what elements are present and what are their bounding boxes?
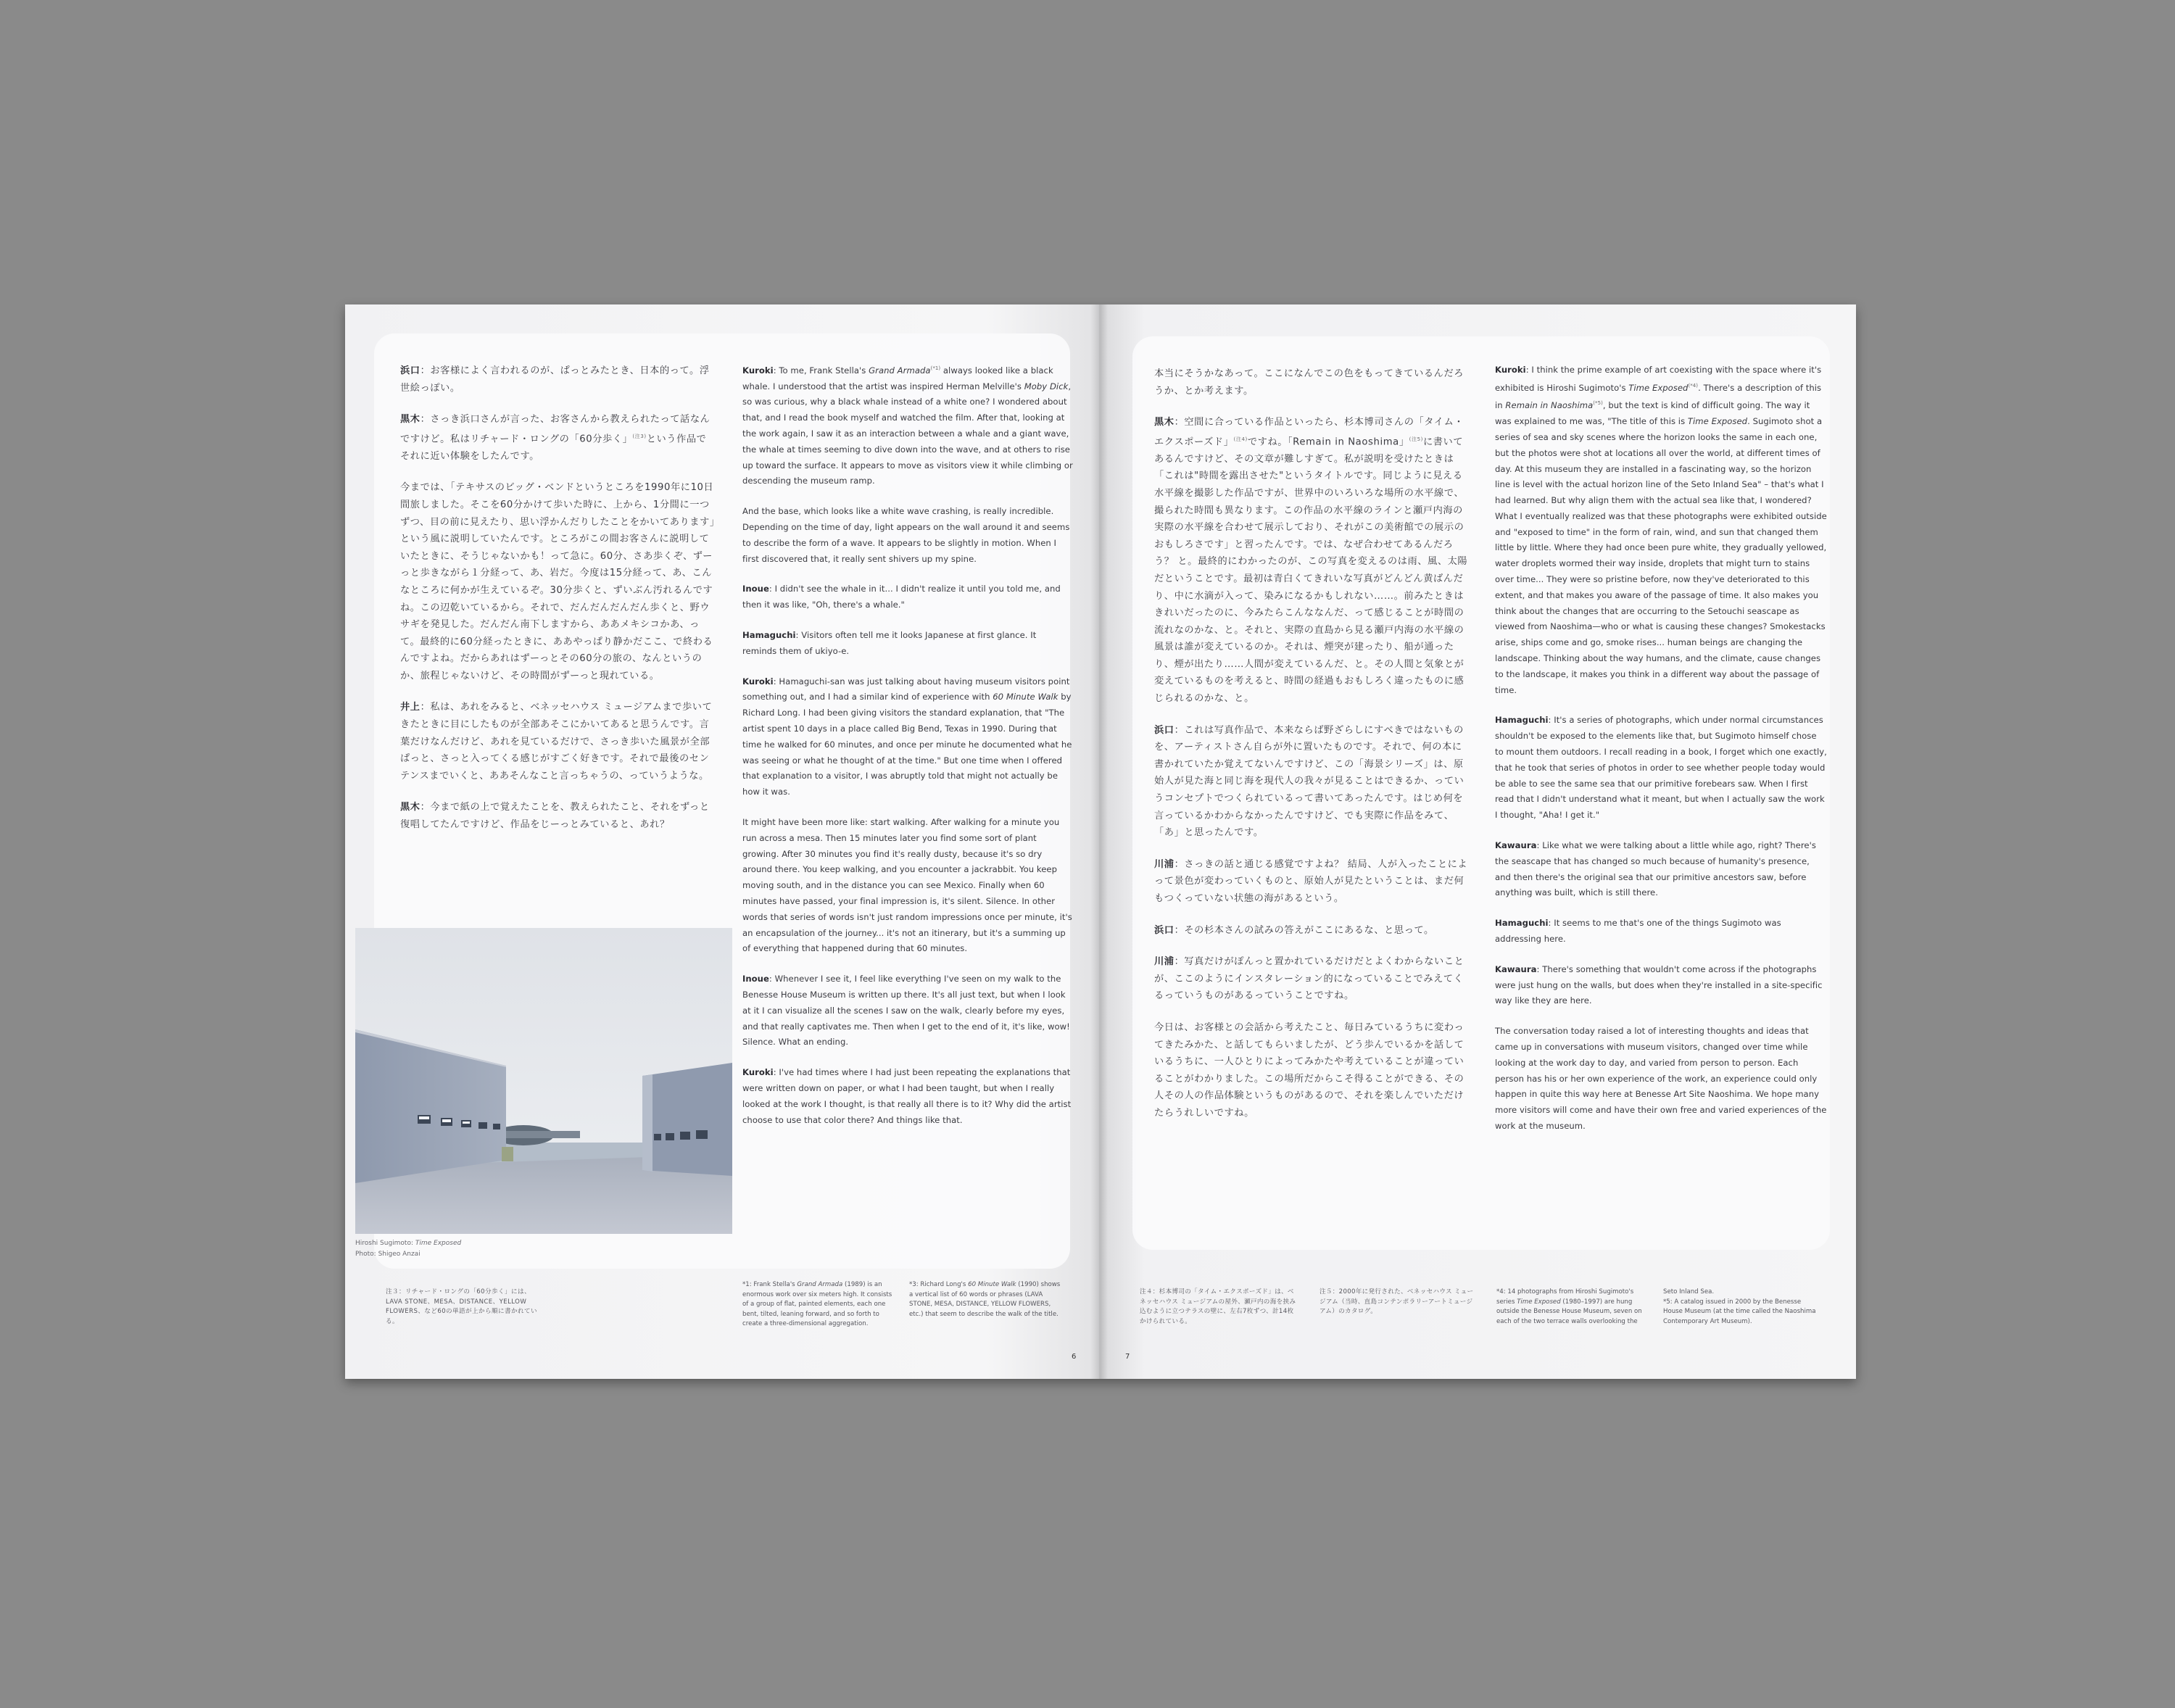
left-english-column — [742, 361, 1073, 1143]
photo-caption: Hiroshi Sugimoto: Time Exposed Photo: Shigeo Anzai — [355, 1240, 462, 1258]
spine-gutter — [1090, 304, 1108, 1379]
footnote-jp-4: 注４：杉本博司の「タイム・エクスポーズド」は、ベネッセハウス ミュージアムの屋外、瀬戸内の海を挟み込むように立つテラスの壁に、左右7枚ずつ、計14枚かけられている。 — [1140, 1288, 1296, 1325]
time-exposed-image — [355, 928, 732, 1234]
speaker-name: 浜口 — [1154, 924, 1174, 936]
en-paragraph: And the base, which looks like a white wave crashing, is really incredible. Depending on the time of day, light appears on the wall around it and seems to describe the form of a wave. It appears to be slightly in motion. When I first discovered that, it really sent shivers up my spine. — [742, 506, 1070, 564]
speaker-name: 黒木 — [1154, 417, 1174, 428]
jp-paragraph: 浜口：その杉本さんの試みの答えがここにあるな、と思って。 — [1154, 924, 1434, 936]
en-paragraph: Hamaguchi: It seems to me that's one of the things Sugimoto was addressing here. — [1495, 918, 1781, 945]
jp-paragraph: 浜口：お客様によく言われるのが、ぱっとみたとき、日本的って。浮世絵っぽい。 — [400, 365, 710, 394]
speaker-name: 浜口 — [400, 365, 420, 376]
en-paragraph: Hamaguchi: It's a series of photographs, which under normal circumstances shouldn't be exposed to the elements like that, but Sugimoto himself chose to mount them outdoors. I recall reading in a book, I forget which one exactly, that he took that series of photos in order to see whether people today would be able to see the same sea that our primitive forebears saw. When I first read that I didn't understand what it meant, but when I actually saw the work I thought, "Aha! I get it." — [1495, 715, 1827, 821]
jp-paragraph: 井上：私は、あれをみると、ベネッセハウス ミュージアムまで歩いてきたときに目にしたものが全部あそこにかいてあると思うんです。言葉だけなんだけど、あれを見ているだけで、さっき歩いた風景が全部ぱっと、さっと入ってくる感じがすごく好きです。それで最後のセンテンスまでいくと、ああそんなこと言っちゃうの、っていうような。 — [400, 702, 713, 782]
footnote-en-1: *1: Frank Stella's Grand Armada (1989) is an enormous work over six meters high. It consists of a group of flat, painted elements, each one bent, tilted, leaning forward, and so forth to create a three-dimensional aggregation. — [742, 1281, 892, 1327]
jp-paragraph: 本当にそうかなあって。ここになんでこの色をもってきているんだろうか、とか考えます。 — [1154, 368, 1464, 397]
jp-paragraph: 黒木：さっき浜口さんが言った、お客さんから教えられたって話なんですけど。私はリチャード・ロングの「60分歩く」$^{(注3)}$という作品でそれに近い体験をしたんです。 — [400, 414, 710, 462]
speaker-name: 川浦 — [1154, 956, 1174, 968]
speaker-name: Kuroki — [742, 365, 774, 376]
magazine-spread — [345, 304, 1856, 1379]
footnote-en-5: Seto Inland Sea. *5: A catalog issued in 2000 by the Benesse House Museum (at the time called the Naoshima Contemporary Art Museum). — [1663, 1288, 1816, 1325]
speaker-name: Kawaura — [1495, 840, 1537, 851]
left-japanese-column — [400, 362, 716, 848]
jp-paragraph: 今日は、お客様との会話から考えたこと、毎日みているうちに変わってきたみかた、と話してもらいましたが、どう歩んでいるかを話しているうちに、一人ひとりによってみかたや考えていることが違っていることがわかりました。この場所だからこそ得ることができる、その人その人の作品体験というものがあるので、それを楽しんでいただけたらうれしいですね。 — [1154, 1021, 1464, 1119]
speaker-name: Kuroki — [1495, 365, 1526, 375]
speaker-name: 黒木 — [400, 802, 420, 813]
jp-paragraph: 黒木：今まで紙の上で覚えたことを、教えられたこと、それをずっと復唱してたんですけど、作品をじーっとみていると、あれ？ — [400, 802, 710, 831]
right-english-column — [1495, 362, 1827, 1149]
en-paragraph: Kuroki: To me, Frank Stella's Grand Armada$^{(*1)}$ always looked like a black whale. I understood that the artist was inspired Herman Melville's Moby Dick, so was curious, why a black whale instead of a white one? I wondered about that, and I read the book myself and watched the film. After that, looking at the work again, I saw it as an interaction between a whale and a giant wave, the whale at times seeming to dive down into the wave, and at others to rise up toward the surface. It appears to move as visitors view it while climbing or descending the museum ramp. — [742, 365, 1073, 486]
speaker-name: 浜口 — [1154, 724, 1174, 736]
speaker-name: Kawaura — [1495, 963, 1537, 974]
jp-paragraph: 今までは、「テキサスのビッグ・ベンドというところを1990年に10日間旅しました。そこを60分かけて歩いた時に、上から、1分間に一つずつ、目の前に見えたり、思い浮かんだりしたことをかいてあります」という風に説明していたんです。ところがこの間お客さんに説明していたときに、そうじゃないかも！って急に。60分、さあ歩くぞ、ずーっと歩きながら１分経って、あ、岩だ。今度は15分経って、あ、こんなところに何かが生えているぞ。30分歩くと、ずいぶん汚れるんですね。この辺乾いているから。それで、だんだんだんだん歩くと、野ウサギを発見した。だんだん南下しますから、ああメキシコかあ、って。最終的に60分経ったときに、ああやっぱり静かだここ、で終わるんですよね。だからあれはずーっとその60分の旅の、なんというのか、旅程じゃないけど、その時間がずーっと現れている。 — [400, 482, 716, 681]
footnote-en-4: *4: 14 photographs from Hiroshi Sugimoto's series Time Exposed (1980–1997) are hung outside the Benesse House Museum, seven on each of the two terrace walls overlooking the — [1496, 1288, 1642, 1325]
page-number-left: 6 — [1072, 1353, 1077, 1361]
speaker-name: 井上 — [400, 702, 420, 713]
en-paragraph: Kuroki: Hamaguchi-san was just talking about having museum visitors point something out, and I had a similar kind of experience with 60 Minute Walk by Richard Long. I had been giving visitors the standard explanation, that "The artist spent 10 days in a place called Big Bend, Texas in 1990. During that time he walked for 60 minutes, and once per minute he documented what he was seeing or what he thought of at the time." But one time when I offered that explanation to a visitor, I was abruptly told that might not actually be how it was. — [742, 676, 1072, 797]
page-number-right: 7 — [1125, 1353, 1130, 1361]
en-paragraph: Inoue: Whenever I see it, I feel like everything I've seen on my walk to the Benesse House Museum is written up there. It's all just text, but when I look at it I can visualize all the scenes I saw on the walk, clearly before my eyes, and that really captivates me. Then when I get to the end of it, it's like, wow! Silence. What an ending. — [742, 974, 1070, 1048]
speaker-name: 黒木 — [400, 414, 420, 426]
right-japanese-column — [1154, 365, 1470, 1137]
jp-paragraph: 浜口：これは写真作品で、本来ならば野ざらしにすべきではないものを、アーティストさん自らが外に置いたものです。それで、何の本に書かれていたか覚えてないんですけど、この「海景シリーズ」は、原始人が見た海と同じ海を現代人の我々が見ることはできるか、っていうコンセプトでつくられているって書いてあったんです。はじめ何を言っているかわからなかったんですけど、でも実際に作品をみて、「あ」と思ったんです。 — [1154, 724, 1464, 839]
jp-paragraph: 川浦：さっきの話と通じる感覚ですよね？ 結局、人が入ったことによって景色が変わっていくものと、原始人が見たということは、まだ何もつくっていない状態の海があるという。 — [1154, 858, 1468, 905]
speaker-name: Hamaguchi — [1495, 918, 1549, 929]
footnote-jp-5: 注５：2000年に発行された、ベネッセハウス ミュージアム（当時、直島コンテンポラリーアートミュージアム）のカタログ。 — [1320, 1288, 1474, 1315]
speaker-name: 川浦 — [1154, 858, 1174, 870]
left-page — [345, 304, 1099, 1379]
speaker-name: Hamaguchi — [742, 630, 796, 641]
footnote-en-3: *3: Richard Long's 60 Minute Walk (1990) shows a vertical list of 60 words or phrases (LAVA STONE, MESA, DISTANCE, YELLOW FLOWERS, etc.) that seem to describe the walk of the title. — [909, 1281, 1061, 1318]
footnote-jp-3: 注３：リチャード・ロングの「60分歩く」には、LAVA STONE、MESA、DISTANCE、YELLOW FLOWERS、など60の単語が上から順に書かれている。 — [386, 1288, 537, 1325]
en-paragraph: Kawaura: There's something that wouldn't come across if the photographs were just hung on the walls, but does when they're installed in a site-specific way like they are here. — [1495, 963, 1823, 1006]
speaker-name: Hamaguchi — [1495, 715, 1549, 726]
en-paragraph: Kuroki: I've had times where I had just been repeating the explanations that were written down on paper, or what I had been taught, but when I really looked at the work I thought, is that really all there is to it? Why did the artist choose to use that color there? And things like that. — [742, 1067, 1072, 1125]
right-page — [1099, 304, 1856, 1379]
speaker-name: Inoue — [742, 974, 769, 984]
en-paragraph: It might have been more like: start walking. After walking for a minute you run across a mesa. Then 15 minutes later you find some sort of plant growing. After 30 minutes you find it's really dusty, because it's so dry around there. You keep walking, and you encounter a jackrabbit. You keep moving south, and in the distance you can see Mexico. Finally when 60 minutes have passed, your final impression is, it's silent. Silence. In other words that series of words isn't just random impressions once per minute, it's an encapsulation of the journey... it's not an itinerary, but it's a summing up of everything that happened during that 60 minutes. — [742, 816, 1072, 954]
speaker-name: Inoue — [742, 584, 769, 594]
jp-paragraph: 黒木：空間に合っている作品といったら、杉本博司さんの「タイム・エクスポーズド」$^{(注4)}$ですね。「Remain in Naoshima」$^{(注5)}$に書いてあるんですけど、その文章が難しすぎて。私が説明を受けたときは「これは"時間を露出させた"というタイトルです。同じように見える水平線を撮影した作品ですが、世界中のいろいろな場所の水平線で、撮られた時間も異なります。この作品の水平線のラインと瀬戸内海の実際の水平線を合わせて展示しており、それがこの美術館での展示のおもしろさです」と習ったんです。では、なぜ合わせてあるんだろう？ と。最終的にわかったのが、この写真を変えるのは雨、風、太陽だということです。最初は青白くてきれいな写真がどんどん黄ばんだり、中に水滴が入って、染みになるかもしれない……。前みたときはきれいだったのに、今みたらこんななんだ、って感じることが時間の流れなのかな、と。それと、実際の直島から見る瀬戸内海の水平線の風景は誰が変えているのか。それは、煙突が建ったり、船が通ったり、煙が出たり……人間が変えているんだ、と。その人間と気象とが変えているものを考えると、時間の経過もおもしろく違ったものに感じられるのかな、と。 — [1154, 417, 1468, 705]
en-paragraph: Kuroki: I think the prime example of art coexisting with the space where it's exhibited is Hiroshi Sugimoto's Time Exposed$^{(*4)}$. There's a description of this in Remain in Naoshima$^{(*5)}$, but the text is kind of difficult going. The way it was explained to me was, "The title of this is Time Exposed. Sugimoto shot a series of sea and sky scenes where the horizon looks the same in each one, but the photos were shot at locations all over the world, at different times of day. At this museum they are installed in a fascinating way, so the horizon line is level with the actual horizon line of the Seto Inland Sea" – that's what I had learned. But why align them with the actual sea like that, I wondered? What I eventually realized was that these photographs were exhibited outside and "exposed to time" in the form of rain, wind, and sun that changed them little by little. Where they had once been pure white, they gradually yellowed, water droplets wormed their way inside, droplets that might turn to stains over time... They were so pristine before, now they've deteriorated to this extent, and that makes you aware of the passage of time. It also makes you think about the changes that are occurring to the Setouchi seascape as viewed from Naoshima—who or what is causing these changes? Smokestacks arise, ships come and go, smoke rises... human beings are changing the landscape. Thinking about the way humans, and the climate, cause changes to the landscape, it makes you think in a different way about the passage of time. — [1495, 365, 1827, 695]
en-paragraph: Hamaguchi: Visitors often tell me it looks Japanese at first glance. It reminds them of ukiyo-e. — [742, 630, 1037, 656]
jp-paragraph: 川浦：写真だけがぽんっと置かれているだけだとよくわからないことが、ここのようにインスタレーション的になっていることでみえてくるっていうものがあるっていうことですね。 — [1154, 956, 1464, 1002]
time-exposed-photo — [355, 928, 732, 1234]
speaker-name: Kuroki — [742, 1067, 774, 1078]
en-paragraph: Kawaura: Like what we were talking about a little while ago, right? There's the seascape that has changed so much because of humanity's presence, and then there's the original sea that our primitive ancestors saw, before anything was built, which is still there. — [1495, 840, 1816, 898]
speaker-name: Kuroki — [742, 676, 774, 687]
en-paragraph: Inoue: I didn't see the whale in it... I didn't realize it until you told me, and then it was like, "Oh, there's a whale." — [742, 584, 1061, 610]
en-paragraph: The conversation today raised a lot of interesting thoughts and ideas that came up in conversations with museum visitors, changed over time while looking at the work day to day, and varied from person to person. Each person has his or her own experience of the work, an experience could only happen in quite this way here at Benesse Art Site Naoshima. We hope many more visitors will come and have their own free and varied experiences of the work at the museum. — [1495, 1026, 1827, 1131]
